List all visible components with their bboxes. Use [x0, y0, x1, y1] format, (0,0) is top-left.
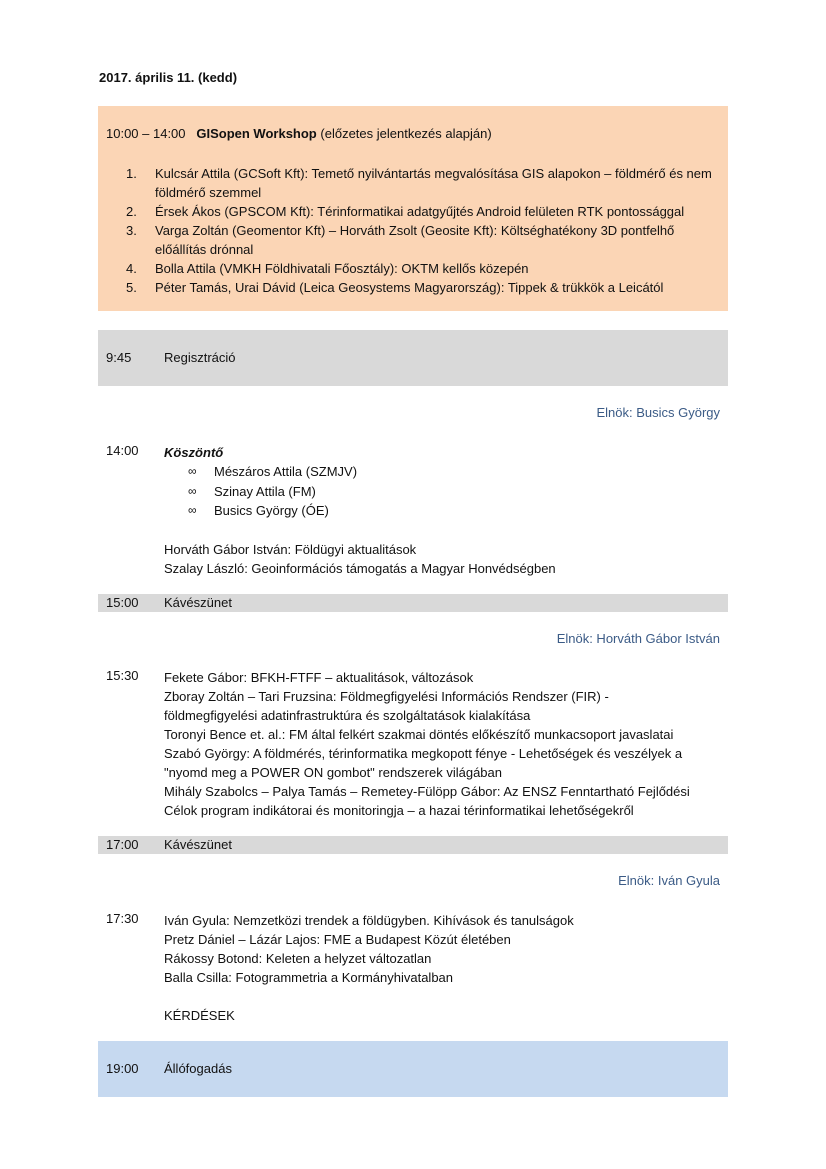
- break-label: Kávészünet: [164, 837, 232, 852]
- talk-line: Iván Gyula: Nemzetközi trendek a földügyben. Kihívások és tanulságok: [164, 913, 574, 928]
- coffee-break-row: [98, 836, 728, 854]
- greeter-item: [164, 462, 724, 482]
- talk-line: Toronyi Bence et. al.: FM által felkért szakmai döntés előkészítő munkacsoport javaslatai: [164, 727, 674, 742]
- session-chair: Elnök: Iván Gyula: [618, 873, 720, 888]
- workshop-item: [126, 202, 722, 221]
- workshop-list: [126, 164, 722, 297]
- item-text: Varga Zoltán (Geomentor Kft) – Horváth Zsolt (Geosite Kft): Költséghatékony 3D pontfelhő előállítás drónnal: [155, 223, 675, 257]
- date-heading: 2017. április 11. (kedd): [99, 70, 238, 85]
- break-time: 17:00: [106, 837, 139, 852]
- talk-line: Rákossy Botond: Keleten a helyzet változatlan: [164, 951, 432, 966]
- session-content: [164, 911, 724, 1025]
- greeter-name: Szinay Attila (FM): [214, 483, 316, 499]
- session-chair: Elnök: Horváth Gábor István: [556, 631, 720, 646]
- item-text: Kulcsár Attila (GCSoft Kft): Temető nyilvántartás megvalósítása GIS alapokon – földmérő és nem földmérő szemmel: [155, 166, 712, 200]
- questions-label: KÉRDÉSEK: [164, 1008, 235, 1023]
- greeter-list: [164, 462, 724, 521]
- talk-line: Szabó György: A földmérés, térinformatika megkopott fénye - Lehetőségek és veszélyek a: [164, 746, 683, 761]
- workshop-title: GISopen Workshop: [196, 126, 317, 141]
- infinity-bullet-icon: ∞: [188, 464, 197, 478]
- item-text: Érsek Ákos (GPSCOM Kft): Térinformatikai adatgyűjtés Android felületen RTK pontossággal: [155, 204, 685, 219]
- workshop-item: [126, 221, 722, 259]
- talk-line: Fekete Gábor: BFKH-FTFF – aktualitások, változások: [164, 670, 474, 685]
- session-time: 15:30: [106, 668, 139, 683]
- reception-time: 19:00: [106, 1061, 139, 1076]
- reception-row: [98, 1041, 728, 1097]
- greeter-name: Busics György (ÓE): [214, 503, 329, 518]
- workshop-item: [126, 278, 722, 297]
- break-time: 15:00: [106, 595, 139, 610]
- session-time: 17:30: [106, 911, 139, 926]
- greeter-item: [164, 501, 724, 521]
- workshop-block: [98, 106, 728, 311]
- talk-line: Célok program indikátorai és monitoringja – a hazai térinformatikai lehetőségekről: [164, 803, 634, 818]
- registration-label: Regisztráció: [164, 350, 236, 365]
- item-number: 1.: [126, 166, 137, 181]
- talk-line: "nyomd meg a POWER ON gombot" rendszerek világában: [164, 765, 502, 780]
- infinity-bullet-icon: ∞: [188, 483, 197, 498]
- session-time: 14:00: [106, 443, 139, 458]
- greeter-item: [164, 482, 724, 502]
- workshop-item: [126, 164, 722, 202]
- session-content: [164, 668, 724, 820]
- coffee-break-row: [98, 594, 728, 612]
- greeter-name: Mészáros Attila (SZMJV): [214, 464, 358, 479]
- item-number: 4.: [126, 261, 137, 276]
- item-text: Péter Tamás, Urai Dávid (Leica Geosystems Magyarország): Tippek & trükkök a Leicától: [155, 280, 664, 295]
- talk-line: földmegfigyelési adatinfrastruktúra és szolgáltatások kialakítása: [164, 708, 531, 723]
- session-chair: Elnök: Busics György: [596, 405, 720, 420]
- item-number: 2.: [126, 204, 137, 219]
- registration-row: [98, 330, 728, 386]
- infinity-bullet-icon: ∞: [188, 503, 197, 517]
- item-number: 3.: [126, 223, 137, 238]
- talk-line: Mihály Szabolcs – Palya Tamás – Remetey-Fülöpp Gábor: Az ENSZ Fenntartható Fejlődési: [164, 784, 690, 799]
- session-content: [164, 443, 724, 578]
- talk-line: Balla Csilla: Fotogrammetria a Kormányhivatalban: [164, 970, 454, 985]
- registration-time: 9:45: [106, 350, 132, 365]
- workshop-item: [126, 259, 722, 278]
- item-text: Bolla Attila (VMKH Földhivatali Főosztály): OKTM kellős közepén: [155, 261, 529, 276]
- talk-line: Szalay László: Geoinformációs támogatás a Magyar Honvédségben: [164, 560, 556, 576]
- break-label: Kávészünet: [164, 595, 232, 610]
- welcome-title: Köszöntő: [164, 445, 224, 460]
- talk-line: Horváth Gábor István: Földügyi aktualitások: [164, 541, 417, 557]
- workshop-note: (előzetes jelentkezés alapján): [320, 126, 492, 141]
- item-number: 5.: [126, 280, 137, 295]
- workshop-header: [106, 126, 492, 141]
- workshop-time: 10:00 – 14:00: [106, 126, 186, 141]
- talk-line: Pretz Dániel – Lázár Lajos: FME a Budapest Közút életében: [164, 932, 511, 947]
- reception-label: Állófogadás: [164, 1061, 232, 1076]
- talk-line: Zboray Zoltán – Tari Fruzsina: Földmegfigyelési Információs Rendszer (FIR) -: [164, 689, 609, 704]
